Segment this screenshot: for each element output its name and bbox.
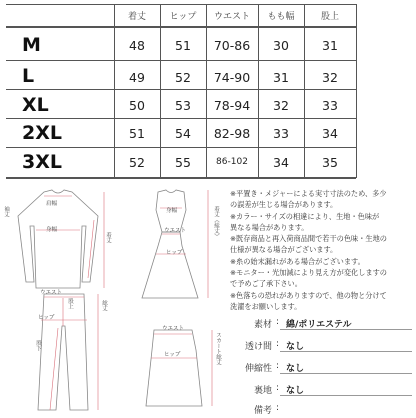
header-length: 着丈 bbox=[127, 11, 146, 22]
label-body-width: 身幅 bbox=[46, 227, 58, 233]
table-cell: 51 bbox=[129, 125, 145, 141]
spec-underline bbox=[280, 351, 412, 352]
spec-underline bbox=[280, 373, 412, 374]
spec-row-stretch bbox=[228, 356, 412, 376]
table-cell: 52 bbox=[129, 154, 145, 170]
spec-key: 備考 bbox=[253, 406, 272, 416]
label-inseam: 股下 bbox=[35, 340, 41, 351]
skirt-diagram bbox=[130, 322, 220, 414]
note-line: の誤差が生じる場合があります。 bbox=[230, 200, 338, 210]
size-label-3xl: 3XL bbox=[22, 151, 62, 173]
label-skirt-hip: ヒップ bbox=[164, 352, 181, 358]
header-thigh: もも幅 bbox=[267, 11, 295, 22]
spec-separator: : bbox=[276, 403, 280, 413]
size-label-m: M bbox=[22, 34, 41, 56]
table-cell: 82-98 bbox=[213, 125, 251, 141]
note-line: ※カラー・サイズの相違により、生地・色味が bbox=[230, 211, 380, 221]
notes-block bbox=[230, 188, 414, 312]
label-skirt-length: スカート総丈 bbox=[215, 332, 221, 365]
table-cell: 31 bbox=[322, 37, 338, 53]
label-rise: 股上 bbox=[67, 298, 73, 309]
table-cell: 32 bbox=[273, 97, 289, 113]
table-cell: 34 bbox=[273, 154, 289, 170]
table-cell: 53 bbox=[175, 97, 191, 113]
table-cell: 31 bbox=[273, 69, 289, 85]
label-pants-hip: ヒップ bbox=[38, 315, 55, 321]
label-sleeve: 袖丈 bbox=[3, 206, 9, 217]
note-line: 異なる場合があります。 bbox=[230, 222, 309, 232]
table-cell: 49 bbox=[129, 69, 145, 85]
table-cell: 30 bbox=[273, 37, 289, 53]
size-label-2xl: 2XL bbox=[22, 122, 62, 144]
spec-separator: : bbox=[276, 383, 280, 393]
label-pants-length: 総丈 bbox=[101, 300, 107, 311]
pants-diagram bbox=[8, 286, 108, 414]
table-rule bbox=[356, 4, 357, 178]
table-cell: 78-94 bbox=[213, 97, 251, 113]
spec-key: 透け間 bbox=[244, 342, 272, 352]
label-dress-waist: ウエスト bbox=[164, 228, 187, 234]
spec-row-remarks bbox=[228, 398, 412, 418]
table-cell: 70-86 bbox=[213, 37, 251, 53]
note-line: ※モニター・光加減により見え方が変化しますの bbox=[230, 268, 387, 278]
spec-value: なし bbox=[286, 364, 305, 374]
table-cell: 33 bbox=[322, 97, 338, 113]
label-dress-width: 身幅 bbox=[166, 208, 178, 214]
note-line: ※糸の始末漏れがある場合がございます。 bbox=[230, 256, 365, 266]
spec-separator: : bbox=[276, 317, 280, 327]
spec-separator: : bbox=[276, 361, 280, 371]
label-length: 着丈 bbox=[105, 232, 111, 243]
header-rise: 股上 bbox=[320, 11, 339, 22]
spec-value: なし bbox=[286, 342, 305, 352]
table-cell: 54 bbox=[175, 125, 191, 141]
table-cell: 51 bbox=[175, 37, 191, 53]
dress-diagram bbox=[118, 186, 224, 306]
spec-value: なし bbox=[286, 386, 305, 396]
note-line: 洗濯をお願いします。 bbox=[230, 301, 302, 311]
label-dress-length: 着丈（総丈） bbox=[213, 206, 219, 239]
header-waist: ウエスト bbox=[213, 11, 250, 22]
label-dress-hip: ヒップ bbox=[166, 250, 183, 256]
spec-key: 素材 bbox=[253, 320, 272, 330]
table-cell: 74-90 bbox=[213, 69, 251, 85]
note-line: で予めご了承下さい。 bbox=[230, 279, 302, 289]
size-label-l: L bbox=[22, 65, 35, 87]
spec-key: 裏地 bbox=[253, 386, 272, 396]
note-line: ※平置き・メジャーによる実寸寸法のため、多少 bbox=[230, 189, 387, 198]
table-cell: 48 bbox=[129, 37, 145, 53]
table-cell: 55 bbox=[175, 154, 191, 170]
note-line: ※既存商品と再入荷商品間で若干の色味・生地の bbox=[230, 234, 387, 244]
spec-separator: : bbox=[276, 339, 280, 349]
spec-key: 伸縮性 bbox=[244, 364, 272, 374]
spec-value: 綿/ポリエステル bbox=[286, 320, 352, 330]
table-cell: 35 bbox=[322, 154, 338, 170]
size-label-xl: XL bbox=[22, 94, 49, 116]
size-table bbox=[0, 0, 416, 182]
spec-row-material bbox=[228, 312, 412, 332]
spec-row-lining bbox=[228, 378, 412, 398]
label-skirt-waist: ウエスト bbox=[162, 326, 185, 332]
label-pants-waist: ウエスト bbox=[40, 290, 63, 296]
spec-row-sheer bbox=[228, 334, 412, 354]
spec-underline bbox=[280, 395, 412, 396]
table-cell: 50 bbox=[129, 97, 145, 113]
header-hip: ヒップ bbox=[169, 11, 197, 22]
spec-underline bbox=[280, 329, 412, 330]
table-cell: 33 bbox=[273, 125, 289, 141]
note-line: ※色落ちの恐れがありますので、他の物と分けて bbox=[230, 290, 387, 300]
table-cell: 34 bbox=[322, 125, 338, 141]
table-cell: 32 bbox=[322, 69, 338, 85]
label-shoulder: 肩幅 bbox=[46, 201, 58, 207]
note-line: 仕様が異なる場合がございます。 bbox=[230, 245, 338, 255]
table-cell: 52 bbox=[175, 69, 191, 85]
table-cell: 86-102 bbox=[216, 157, 248, 167]
shirt-diagram bbox=[6, 186, 110, 296]
